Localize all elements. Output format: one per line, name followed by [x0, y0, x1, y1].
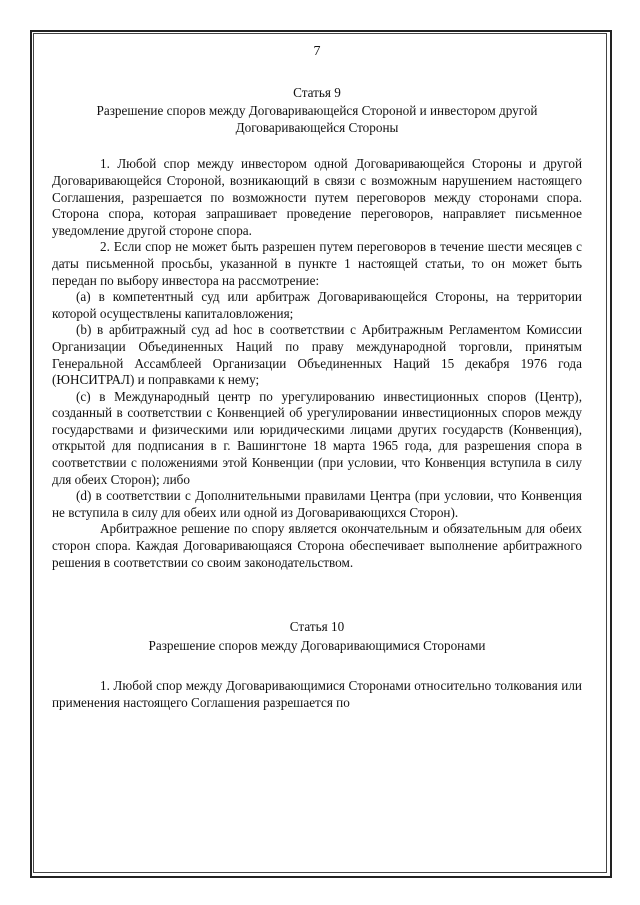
article-9-paragraph-3: Арбитражное решение по спору является окончательным и обязательным для обеих сторон спора. Каждая Договаривающаяся Сторона обеспечивает выполнение арбитражного решения в соответствии со своим законодательством. — [52, 521, 582, 570]
article-10-paragraph-1: 1. Любой спор между Договаривающимися Сторонами относительно толкования или применения настоящего Соглашения разрешается по — [52, 678, 582, 710]
article-9-subtitle-line2: Договаривающейся Стороны — [235, 119, 399, 135]
article-9-item-c: (с) в Международный центр по урегулированию инвестиционных споров (Центр), созданный в соответствии с Конвенцией об урегулировании инвестиционных споров между государствами и физическими или юридическими лицами других государств (Конвенция), открытой для подписания в г. Вашингтоне 18 марта 1965 года, для разрешения спора в соответствии с положениями этой Конвенции (при условии, что Конвенция вступила в силу для обеих Сторон); либо — [52, 388, 582, 487]
article-9-item-b: (b) в арбитражный суд ad hoc в соответствии с Арбитражным Регламентом Комиссии Организации Объединенных Наций по праву международной торговли, принятым Генеральной Ассамблеей Организации Объединенных Наций 15 декабря 1976 года (ЮНСИТРАЛ) и поправками к нему; — [52, 322, 582, 388]
article-gap — [52, 571, 582, 619]
article-9-subtitle — [52, 103, 582, 136]
article-9-paragraph-1: 1. Любой спор между инвестором одной Договаривающейся Стороны и другой Договаривающейся Стороной, возникающий в связи с возможным нарушением настоящего Соглашения, разрешается по возможности путем переговоров между сторонами спора. Сторона спора, которая запрашивает проведение переговоров, направляет письменное уведомление другой стороне спора. — [52, 156, 582, 238]
article-10-subtitle: Разрешение споров между Договаривающимися Сторонами — [148, 637, 486, 653]
article-9-title: Статья 9 — [293, 84, 341, 100]
page-number: 7 — [313, 44, 321, 59]
article-9-subtitle-line1: Разрешение споров между Договаривающейся Стороной и инвестором другой — [96, 103, 538, 119]
article-9-item-a: (а) в компетентный суд или арбитраж Договаривающейся Стороны, на территории которой осуществлены капиталовложения; — [52, 289, 582, 321]
article-9-item-d: (d) в соответствии с Дополнительными правилами Центра (при условии, что Конвенция не вступила в силу для обеих или одной из Договаривающихся Сторон). — [52, 488, 582, 520]
article-9-paragraph-2: 2. Если спор не может быть разрешен путем переговоров в течение шести месяцев с даты письменной просьбы, указанной в пункте 1 настоящей статьи, то он может быть передан по выбору инвестора на рассмотрение: — [52, 239, 582, 288]
document-page — [52, 44, 582, 712]
article-10-title: Статья 10 — [289, 619, 345, 635]
